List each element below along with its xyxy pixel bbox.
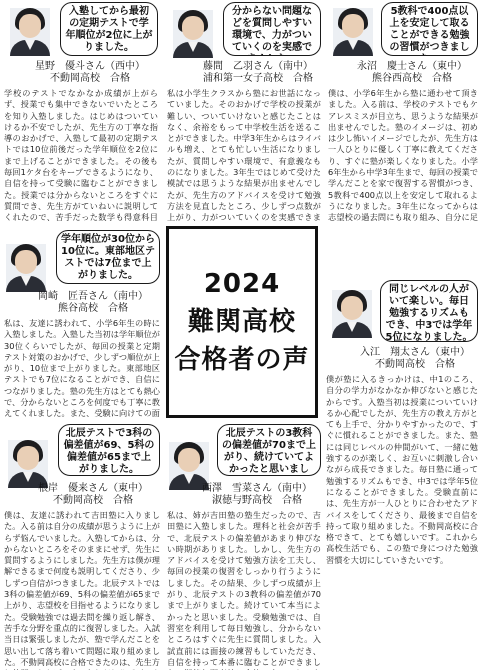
student-photo [333,8,373,56]
school-passed: 熊谷高校 合格 [58,303,128,314]
title-main: 難関高校 [187,307,296,337]
student-name: 岡崎 匠吾さん（南中） [38,291,148,302]
testimonial-5 [322,278,480,565]
student-name: 入江 翔太さん（東中） [360,347,470,358]
testimonial-body: 僕は、小学6年生から塾に通わせて頂きました。入る前は、学校のテストでもケアレスミスが目立ち、思うような結果が出ませんでした。塾のイメージは、初めは少し怖いイメージでしたが、先生方は一人ひとりに優しく丁寧に教えてくださり、すぐに塾が楽しくなりました。小学6年生から中学3年生まで、毎回の授業で学んだことを家で復習する習慣がつき、5教科で400点以上を安定して取れるようになりました。3年生になってからは志望校の過去問にも取り組み、自分に足 [328,88,478,222]
student-photo [6,244,46,292]
title-year: 2024 [203,269,281,299]
quote-bubble: 同じレベルの人がいて楽しい。毎日勉強するリズムもでき、中3では学年5位になりました。 [380,280,478,342]
testimonial-body: 私は、姉が吉田塾の塾生だったので、吉田塾に入塾しました。理科と社会が苦手で、北辰テストの偏差値があまり伸びない時期がありました。しかし、先生方のアドバイスを受けて勉強方法を工夫し、毎回の授業の復習をしっかり行うようにしました。その結果、少しずつ成績が上がり、北辰テストの3教科の偏差値が70まで上がりました。続けていて本当によかったと思いました。受験勉強では、自習室を利用して毎日勉強し、分からないところはすぐに先生に質問しました。入試直前には面接の練習もしていただき、自信を持って本番に臨むことができまし [167,510,321,667]
testimonial-2 [163,0,323,225]
quote-bubble: 入塾してから最初の定期テストで学年順位が2位に上がりました。 [60,2,158,56]
student-photo [10,8,50,56]
school-passed: 不動岡高校 合格 [375,359,455,370]
testimonial-1 [0,0,160,225]
testimonial-body: 学校のテストでなかなか成績が上がらず、授業でも集中できないでいたところを知り入塾しました。はじめはついていけるか不安でしたが、先生方の丁寧な指導のおかげで、入塾して最初の定期テストでは10位前後だった学年順位を2位にまで上げることができました。その後も毎回1ケタ台をキープできるようになり、自信を持って受験に臨むことができました。授業では分からないところをすぐに質問でき、先生方がていねいに説明してくれたので、苦手だった数学も得意科目 [4,88,158,222]
testimonial-3 [325,0,480,225]
student-photo [8,440,48,488]
student-name: 星野 優斗さん（西中） [35,61,145,72]
student-name: 永沼 慶士さん（東中） [357,61,467,72]
school-passed: 不動岡高校 合格 [50,73,130,84]
quote-bubble: 5教科で400点以上を安定して取ることができる勉強の習慣がつきまし [381,2,478,56]
student-photo [173,10,213,58]
testimonial-7 [163,422,323,672]
title-box [166,226,318,418]
student-name: 藤間 乙羽さん（南中） [203,61,313,72]
quote-bubble: 分からない問題などを質問しやすい環境で、力がついていくのを実感で [223,2,321,56]
quote-bubble: 北辰テストで3科の偏差値が69、5科の偏差値が65まで上がりました。 [58,424,160,476]
testimonial-body: 僕が塾に入るきっかけは、中1のころ、自分の学力がなかなか伸びないと感じたからです。入塾当初は授業についていけるか心配でしたが、先生方の教え方がとても上手で、分かりやすかったので、すぐに慣れることができました。また、塾には同じレベルの仲間がいて、一緒に勉強するのが楽しく、お互いに刺激し合いながら成長できました。毎日塾に通って勉強するリズムもでき、中3では学年5位になることができました。受験直前には、先生方が一人ひとりに合わせたアドバイスをしてくださり、最後まで自信を持って取り組めました。不動岡高校に合格できて、とても嬉しいです。これから高校生活でも、この塾で身につけた勉強習慣を大切にしていきたいです。 [326,374,478,565]
school-passed: 淑徳与野高校 合格 [212,495,302,506]
testimonial-body: 私は、友達に誘われて、小学6年生の時に入塾しました。入塾した当初は学年順位が30位くらいでしたが、毎回の授業と定期テスト対策のおかげで、少しずつ順位が上がり、10位まで上がりました。東部地区テストでも7位になることができ、自信につながりました。塾の先生方はとても熱心で、分からないところを何度でも丁寧に教えてくれました。また、受験に向けての面 [4,318,160,419]
student-name: 根岸 優来さん（東中） [38,483,148,494]
school-passed: 浦和第一女子高校 合格 [203,73,313,84]
quote-bubble: 北辰テストの3教科の偏差値が70まで上がり、続けていてよかったと思いまし [217,424,321,476]
school-passed: 熊谷西高校 合格 [372,73,452,84]
testimonial-body: 私は小学生クラスから塾にお世話になっていました。そのおかげで学校の授業が難しい、ついていけないと感じたことはなく、余裕をもって中学校生活を送ることができました。中学3年生からはライバルも増え、とても忙しい生活になりましたが、質問しやすい環境で、有意義なものになりました。3年生ではじめて受けた模試では思うような結果が出ませんでしたが、先生方のアドバイスを受けて勉強方法を見直したところ、少しずつ点数が上がり、力がついていくのを実感できま [167,88,321,222]
student-photo [332,290,372,338]
title-sub: 合格者の声 [174,345,310,375]
testimonial-body: 僕は、友達に誘われて吉田塾に入りました。入る前は自分の成績が思うように上がらず悩んでいました。入塾してからは、分からないところをそのままにせず、先生に質問するようにしました。先生方は僕が理解できるまで何度も説明してくださり、少しずつ自信がつきました。北辰テストでは3科の偏差値が69、5科の偏差値が65まで上がり、志望校を目指せるようになりました。受験勉強では過去問を繰り返し解き、苦手な分野を重点的に復習しました。入試当日は緊張しましたが、塾で学んだことを思い出して落ち着いて問題に取り組めました。不動岡高校に合格できたのは、先生方 [4,510,160,667]
student-name: 西澤 雪菜さん（南中） [202,483,312,494]
testimonial-4 [0,226,162,422]
school-passed: 不動岡高校 合格 [53,495,133,506]
testimonial-6 [0,422,162,672]
quote-bubble: 学年順位が30位から10位に。東部地区テストでは7位まで上がりました。 [56,230,160,284]
